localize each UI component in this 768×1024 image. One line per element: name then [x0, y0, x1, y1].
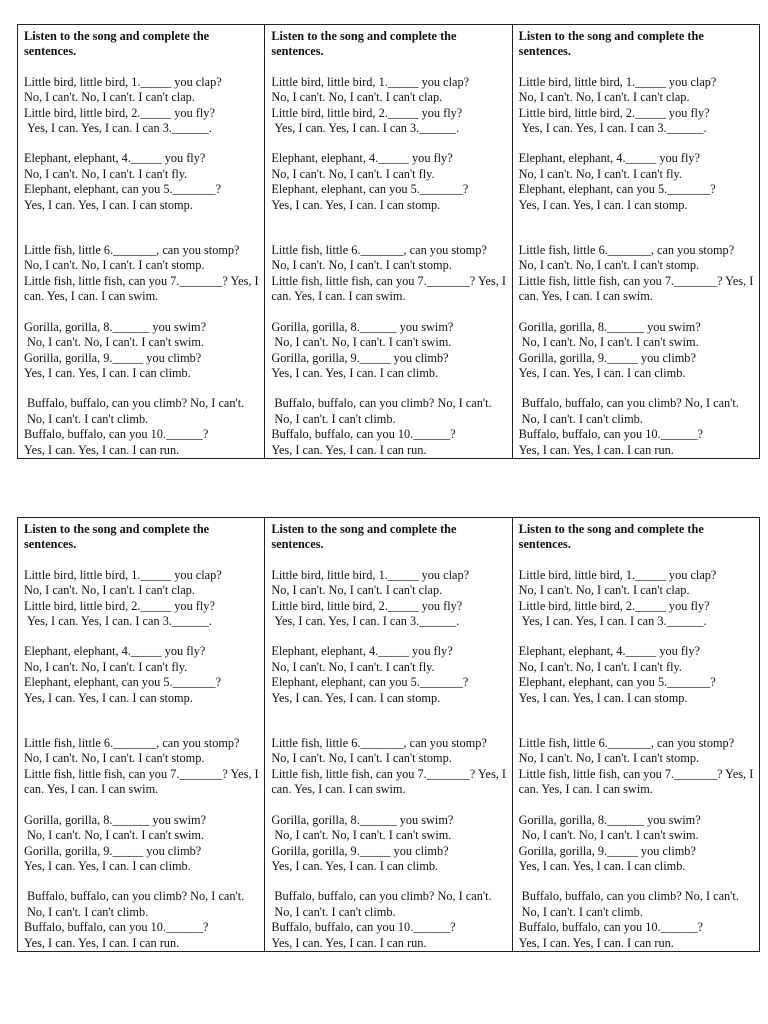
verse-1 — [24, 568, 260, 630]
verse-line: No, I can't. No, I can't. I can't clap. — [271, 583, 443, 598]
verse-1 — [271, 75, 507, 137]
verse-line: Little fish, little fish, can you 7._______? Yes, I can. Yes, I can. I can swim. — [24, 273, 259, 304]
worksheet-card — [265, 25, 512, 459]
verse-3 — [271, 243, 507, 305]
verse-line: No, I can't. No, I can't. I can't stomp. — [271, 751, 452, 766]
verse-1 — [271, 568, 507, 630]
worksheet-card — [265, 518, 512, 952]
verse-line: Yes, I can. Yes, I can. I can climb. — [518, 365, 686, 380]
verse-line: Gorilla, gorilla, 8.______ you swim? — [518, 319, 701, 334]
verse-line: Yes, I can. Yes, I can. I can run. — [271, 935, 427, 950]
verse-line: Yes, I can. Yes, I can. I can run. — [518, 442, 674, 457]
verse-line: Elephant, elephant, can you 5._______? — [271, 182, 469, 197]
verse-3 — [24, 243, 260, 305]
verse-line: Elephant, elephant, 4._____ you fly? — [24, 151, 206, 166]
card-title: Listen to the song and complete the sentences. — [24, 522, 210, 552]
verse-line: Little fish, little fish, can you 7._______? Yes, I can. Yes, I can. I can swim. — [271, 273, 506, 304]
verse-line: No, I can't. No, I can't. I can't fly. — [518, 166, 682, 181]
verse-line: No, I can't. No, I can't. I can't swim. — [521, 828, 699, 843]
verse-line: Yes, I can. Yes, I can. I can run. — [24, 935, 180, 950]
verse-4 — [24, 813, 260, 875]
verse-4 — [519, 813, 755, 875]
worksheet-card — [18, 518, 265, 952]
verse-line: No, I can't. No, I can't. I can't swim. — [27, 335, 205, 350]
verse-line: No, I can't. No, I can't. I can't swim. — [521, 335, 699, 350]
verse-line: Little fish, little 6._______, can you stomp? — [518, 736, 735, 751]
verse-2 — [519, 644, 755, 706]
verse-line: Little bird, little bird, 2._____ you fly? — [271, 598, 463, 613]
verse-line: Buffalo, buffalo, can you climb? No, I can't. No, I can't. I can't climb. — [27, 396, 245, 426]
verse-line: Gorilla, gorilla, 9._____ you climb? — [518, 350, 696, 365]
verse-line: Elephant, elephant, can you 5._______? — [518, 675, 716, 690]
verse-line: Little fish, little 6._______, can you stomp? — [24, 243, 240, 258]
verse-line: Gorilla, gorilla, 8.______ you swim? — [24, 812, 207, 827]
verse-line: No, I can't. No, I can't. I can't clap. — [24, 90, 195, 105]
verse-line: Buffalo, buffalo, can you 10.______? — [24, 920, 209, 935]
verse-line: Buffalo, buffalo, can you 10.______? — [271, 920, 456, 935]
verse-line: Little bird, little bird, 1._____ you clap? — [518, 74, 717, 89]
verse-line: No, I can't. No, I can't. I can't swim. — [274, 335, 452, 350]
verse-line: Elephant, elephant, 4._____ you fly? — [518, 644, 700, 659]
verse-line: No, I can't. No, I can't. I can't clap. — [24, 583, 195, 598]
verse-line: Yes, I can. Yes, I can. I can 3.______. — [521, 614, 707, 629]
verse-line: Little fish, little fish, can you 7._______? Yes, I can. Yes, I can. I can swim. — [518, 273, 754, 304]
card-title: Listen to the song and complete the sentences. — [24, 29, 210, 59]
verse-line: Elephant, elephant, 4._____ you fly? — [24, 644, 206, 659]
verse-line: No, I can't. No, I can't. I can't stomp. — [24, 751, 205, 766]
verse-line: Yes, I can. Yes, I can. I can stomp. — [271, 197, 441, 212]
verse-line: No, I can't. No, I can't. I can't clap. — [518, 90, 690, 105]
verse-line: Elephant, elephant, can you 5._______? — [271, 675, 469, 690]
verse-line: Little bird, little bird, 2._____ you fly? — [271, 105, 463, 120]
verse-line: Yes, I can. Yes, I can. I can 3.______. — [274, 121, 460, 136]
verse-line: Yes, I can. Yes, I can. I can run. — [271, 442, 427, 457]
verse-line: Buffalo, buffalo, can you 10.______? — [518, 427, 703, 442]
verse-line: Elephant, elephant, 4._____ you fly? — [271, 644, 453, 659]
verse-line: Yes, I can. Yes, I can. I can climb. — [518, 858, 686, 873]
verse-5 — [24, 889, 260, 951]
verse-line: No, I can't. No, I can't. I can't fly. — [271, 166, 435, 181]
verse-line: Little bird, little bird, 1._____ you clap? — [271, 567, 470, 582]
verse-line: Gorilla, gorilla, 9._____ you climb? — [24, 843, 202, 858]
verse-5 — [24, 396, 260, 458]
verse-line: Gorilla, gorilla, 8.______ you swim? — [271, 812, 454, 827]
verse-1 — [24, 75, 260, 137]
verse-line: Elephant, elephant, can you 5._______? — [24, 182, 222, 197]
verse-line: Elephant, elephant, 4._____ you fly? — [518, 151, 700, 166]
verse-5 — [519, 889, 755, 951]
verse-line: Buffalo, buffalo, can you 10.______? — [271, 427, 456, 442]
verse-line: No, I can't. No, I can't. I can't stomp. — [518, 258, 700, 273]
card-title: Listen to the song and complete the sentences. — [271, 522, 457, 552]
verse-line: Yes, I can. Yes, I can. I can stomp. — [518, 197, 688, 212]
verse-2 — [24, 151, 260, 213]
card-title: Listen to the song and complete the sentences. — [518, 29, 704, 59]
verse-2 — [271, 151, 507, 213]
worksheet-block-bottom — [17, 517, 760, 952]
verse-2 — [271, 644, 507, 706]
verse-4 — [271, 813, 507, 875]
verse-1 — [519, 75, 755, 137]
verse-line: Yes, I can. Yes, I can. I can run. — [518, 935, 674, 950]
verse-line: Elephant, elephant, can you 5._______? — [518, 182, 716, 197]
verse-4 — [24, 320, 260, 382]
verse-3 — [271, 736, 507, 798]
verse-3 — [519, 736, 755, 798]
verse-line: No, I can't. No, I can't. I can't fly. — [518, 659, 682, 674]
verse-line: Gorilla, gorilla, 9._____ you climb? — [271, 843, 449, 858]
worksheet-card — [512, 518, 759, 952]
verse-1 — [519, 568, 755, 630]
verse-line: Buffalo, buffalo, can you climb? No, I can't. No, I can't. I can't climb. — [274, 396, 492, 426]
verse-line: Elephant, elephant, can you 5._______? — [24, 675, 222, 690]
verse-line: Yes, I can. Yes, I can. I can 3.______. — [274, 614, 460, 629]
verse-line: Yes, I can. Yes, I can. I can stomp. — [24, 690, 193, 705]
verse-line: Little fish, little fish, can you 7._______? Yes, I can. Yes, I can. I can swim. — [518, 766, 754, 797]
worksheet-card — [18, 25, 265, 459]
verse-line: Buffalo, buffalo, can you 10.______? — [24, 427, 209, 442]
verse-line: Little bird, little bird, 2._____ you fly? — [518, 105, 710, 120]
verse-line: Yes, I can. Yes, I can. I can stomp. — [518, 690, 688, 705]
verse-line: Little fish, little 6._______, can you stomp? — [24, 736, 240, 751]
verse-line: No, I can't. No, I can't. I can't stomp. — [271, 258, 452, 273]
verse-line: Buffalo, buffalo, can you climb? No, I can't. No, I can't. I can't climb. — [27, 889, 245, 919]
verse-3 — [24, 736, 260, 798]
verse-3 — [519, 243, 755, 305]
verse-line: Little bird, little bird, 2._____ you fly? — [24, 105, 215, 120]
verse-line: Yes, I can. Yes, I can. I can run. — [24, 442, 180, 457]
verse-line: No, I can't. No, I can't. I can't stomp. — [518, 751, 700, 766]
verse-2 — [24, 644, 260, 706]
verse-line: Gorilla, gorilla, 8.______ you swim? — [518, 812, 701, 827]
verse-line: Little bird, little bird, 1._____ you clap? — [24, 567, 222, 582]
verse-5 — [271, 889, 507, 951]
verse-line: Buffalo, buffalo, can you climb? No, I can't. No, I can't. I can't climb. — [521, 396, 739, 426]
verse-line: No, I can't. No, I can't. I can't clap. — [518, 583, 690, 598]
verse-line: Buffalo, buffalo, can you climb? No, I can't. No, I can't. I can't climb. — [521, 889, 739, 919]
verse-line: Yes, I can. Yes, I can. I can 3.______. — [27, 614, 212, 629]
verse-line: Yes, I can. Yes, I can. I can stomp. — [271, 690, 441, 705]
verse-line: Little fish, little 6._______, can you stomp? — [271, 736, 487, 751]
verse-line: Little bird, little bird, 2._____ you fly? — [518, 598, 710, 613]
verse-line: Little fish, little 6._______, can you stomp? — [518, 243, 735, 258]
verse-line: Yes, I can. Yes, I can. I can 3.______. — [27, 121, 212, 136]
verse-2 — [519, 151, 755, 213]
verse-line: Yes, I can. Yes, I can. I can climb. — [271, 858, 439, 873]
verse-line: Yes, I can. Yes, I can. I can climb. — [24, 365, 191, 380]
card-title: Listen to the song and complete the sentences. — [518, 522, 704, 552]
verse-line: Little fish, little fish, can you 7._______? Yes, I can. Yes, I can. I can swim. — [271, 766, 506, 797]
verse-line: Little bird, little bird, 2._____ you fly? — [24, 598, 215, 613]
verse-line: No, I can't. No, I can't. I can't stomp. — [24, 258, 205, 273]
verse-line: Little bird, little bird, 1._____ you clap? — [24, 74, 222, 89]
verse-line: Gorilla, gorilla, 8.______ you swim? — [24, 319, 207, 334]
verse-5 — [271, 396, 507, 458]
verse-line: No, I can't. No, I can't. I can't swim. — [27, 828, 205, 843]
verse-line: No, I can't. No, I can't. I can't fly. — [24, 166, 188, 181]
verse-line: Buffalo, buffalo, can you 10.______? — [518, 920, 703, 935]
verse-line: Little bird, little bird, 1._____ you clap? — [271, 74, 470, 89]
verse-5 — [519, 396, 755, 458]
verse-line: Little bird, little bird, 1._____ you clap? — [518, 567, 717, 582]
card-title: Listen to the song and complete the sentences. — [271, 29, 457, 59]
verse-line: Yes, I can. Yes, I can. I can 3.______. — [521, 121, 707, 136]
verse-4 — [271, 320, 507, 382]
verse-line: Buffalo, buffalo, can you climb? No, I can't. No, I can't. I can't climb. — [274, 889, 492, 919]
verse-line: Gorilla, gorilla, 8.______ you swim? — [271, 319, 454, 334]
verse-line: Little fish, little fish, can you 7._______? Yes, I can. Yes, I can. I can swim. — [24, 766, 259, 797]
verse-line: No, I can't. No, I can't. I can't swim. — [274, 828, 452, 843]
worksheet-block-top — [17, 24, 760, 459]
verse-line: Elephant, elephant, 4._____ you fly? — [271, 151, 453, 166]
verse-line: Gorilla, gorilla, 9._____ you climb? — [24, 350, 202, 365]
verse-line: Yes, I can. Yes, I can. I can climb. — [24, 858, 191, 873]
verse-line: Little fish, little 6._______, can you stomp? — [271, 243, 487, 258]
verse-4 — [519, 320, 755, 382]
verse-line: No, I can't. No, I can't. I can't clap. — [271, 90, 443, 105]
verse-line: Gorilla, gorilla, 9._____ you climb? — [518, 843, 696, 858]
verse-line: Yes, I can. Yes, I can. I can climb. — [271, 365, 439, 380]
verse-line: Yes, I can. Yes, I can. I can stomp. — [24, 197, 193, 212]
verse-line: Gorilla, gorilla, 9._____ you climb? — [271, 350, 449, 365]
worksheet-card — [512, 25, 759, 459]
verse-line: No, I can't. No, I can't. I can't fly. — [24, 659, 188, 674]
verse-line: No, I can't. No, I can't. I can't fly. — [271, 659, 435, 674]
